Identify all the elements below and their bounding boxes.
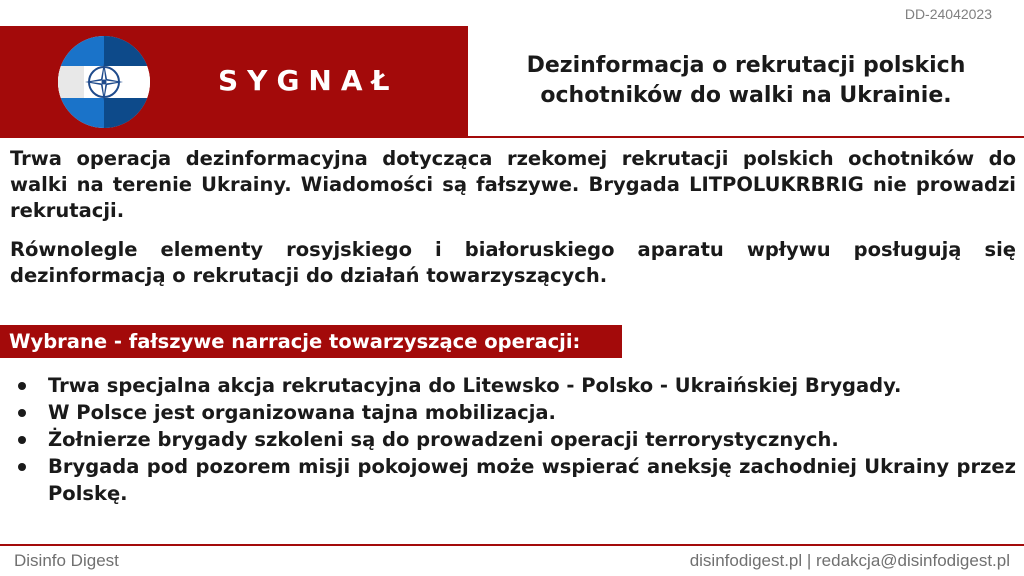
signal-label: SYGNAŁ (218, 64, 399, 97)
list-item (48, 372, 1016, 399)
list-item-text: W Polsce jest organizowana tajna mobilizacja. (48, 401, 556, 424)
intro-paragraph-1: Trwa operacja dezinformacyjna dotycząca rzekomej rekrutacji polskich ochotników do walki na terenie Ukrainy. Wiadomości są fałszywe. Brygada LITPOLUKRBRIG nie prowadzi rekrutacji. (10, 147, 1016, 222)
bullet-icon (18, 463, 26, 471)
document-id: DD-24042023 (904, 6, 992, 22)
footer-contact: disinfodigest.pl | redakcja@disinfodigest.pl (689, 551, 1010, 570)
nato-compass-flag-logo-icon (58, 36, 150, 128)
page-title: Dezinformacja o rekrutacji polskich ochotników do walki na Ukrainie. (526, 53, 966, 108)
list-item (48, 426, 1016, 453)
bullet-icon (18, 436, 26, 444)
footer-divider (0, 544, 1024, 546)
intro-content (10, 146, 1016, 289)
list-item (48, 453, 1016, 507)
list-item-text: Brygada pod pozorem misji pokojowej może wspierać aneksję zachodniej Ukrainy przez Polskę. (48, 455, 1016, 505)
intro-paragraph-2: Równolegle elementy rosyjskiego i białoruskiego aparatu wpływu posługują się dezinformacją o rekrutacji do działań towarzyszących. (10, 238, 1016, 287)
list-item-text: Żołnierze brygady szkoleni są do prowadzeni operacji terrorystycznych. (48, 428, 839, 451)
section-header: Wybrane - fałszywe narracje towarzyszące operacji: (0, 325, 622, 358)
footer-brand: Disinfo Digest (14, 551, 119, 570)
narratives-list (48, 372, 1016, 507)
list-item (48, 399, 1016, 426)
title-box (468, 26, 1024, 136)
bullet-icon (18, 382, 26, 390)
list-item-text: Trwa specjalna akcja rekrutacyjna do Litewsko - Polsko - Ukraińskiej Brygady. (48, 374, 902, 397)
header-banner (0, 26, 1024, 138)
bullet-icon (18, 409, 26, 417)
